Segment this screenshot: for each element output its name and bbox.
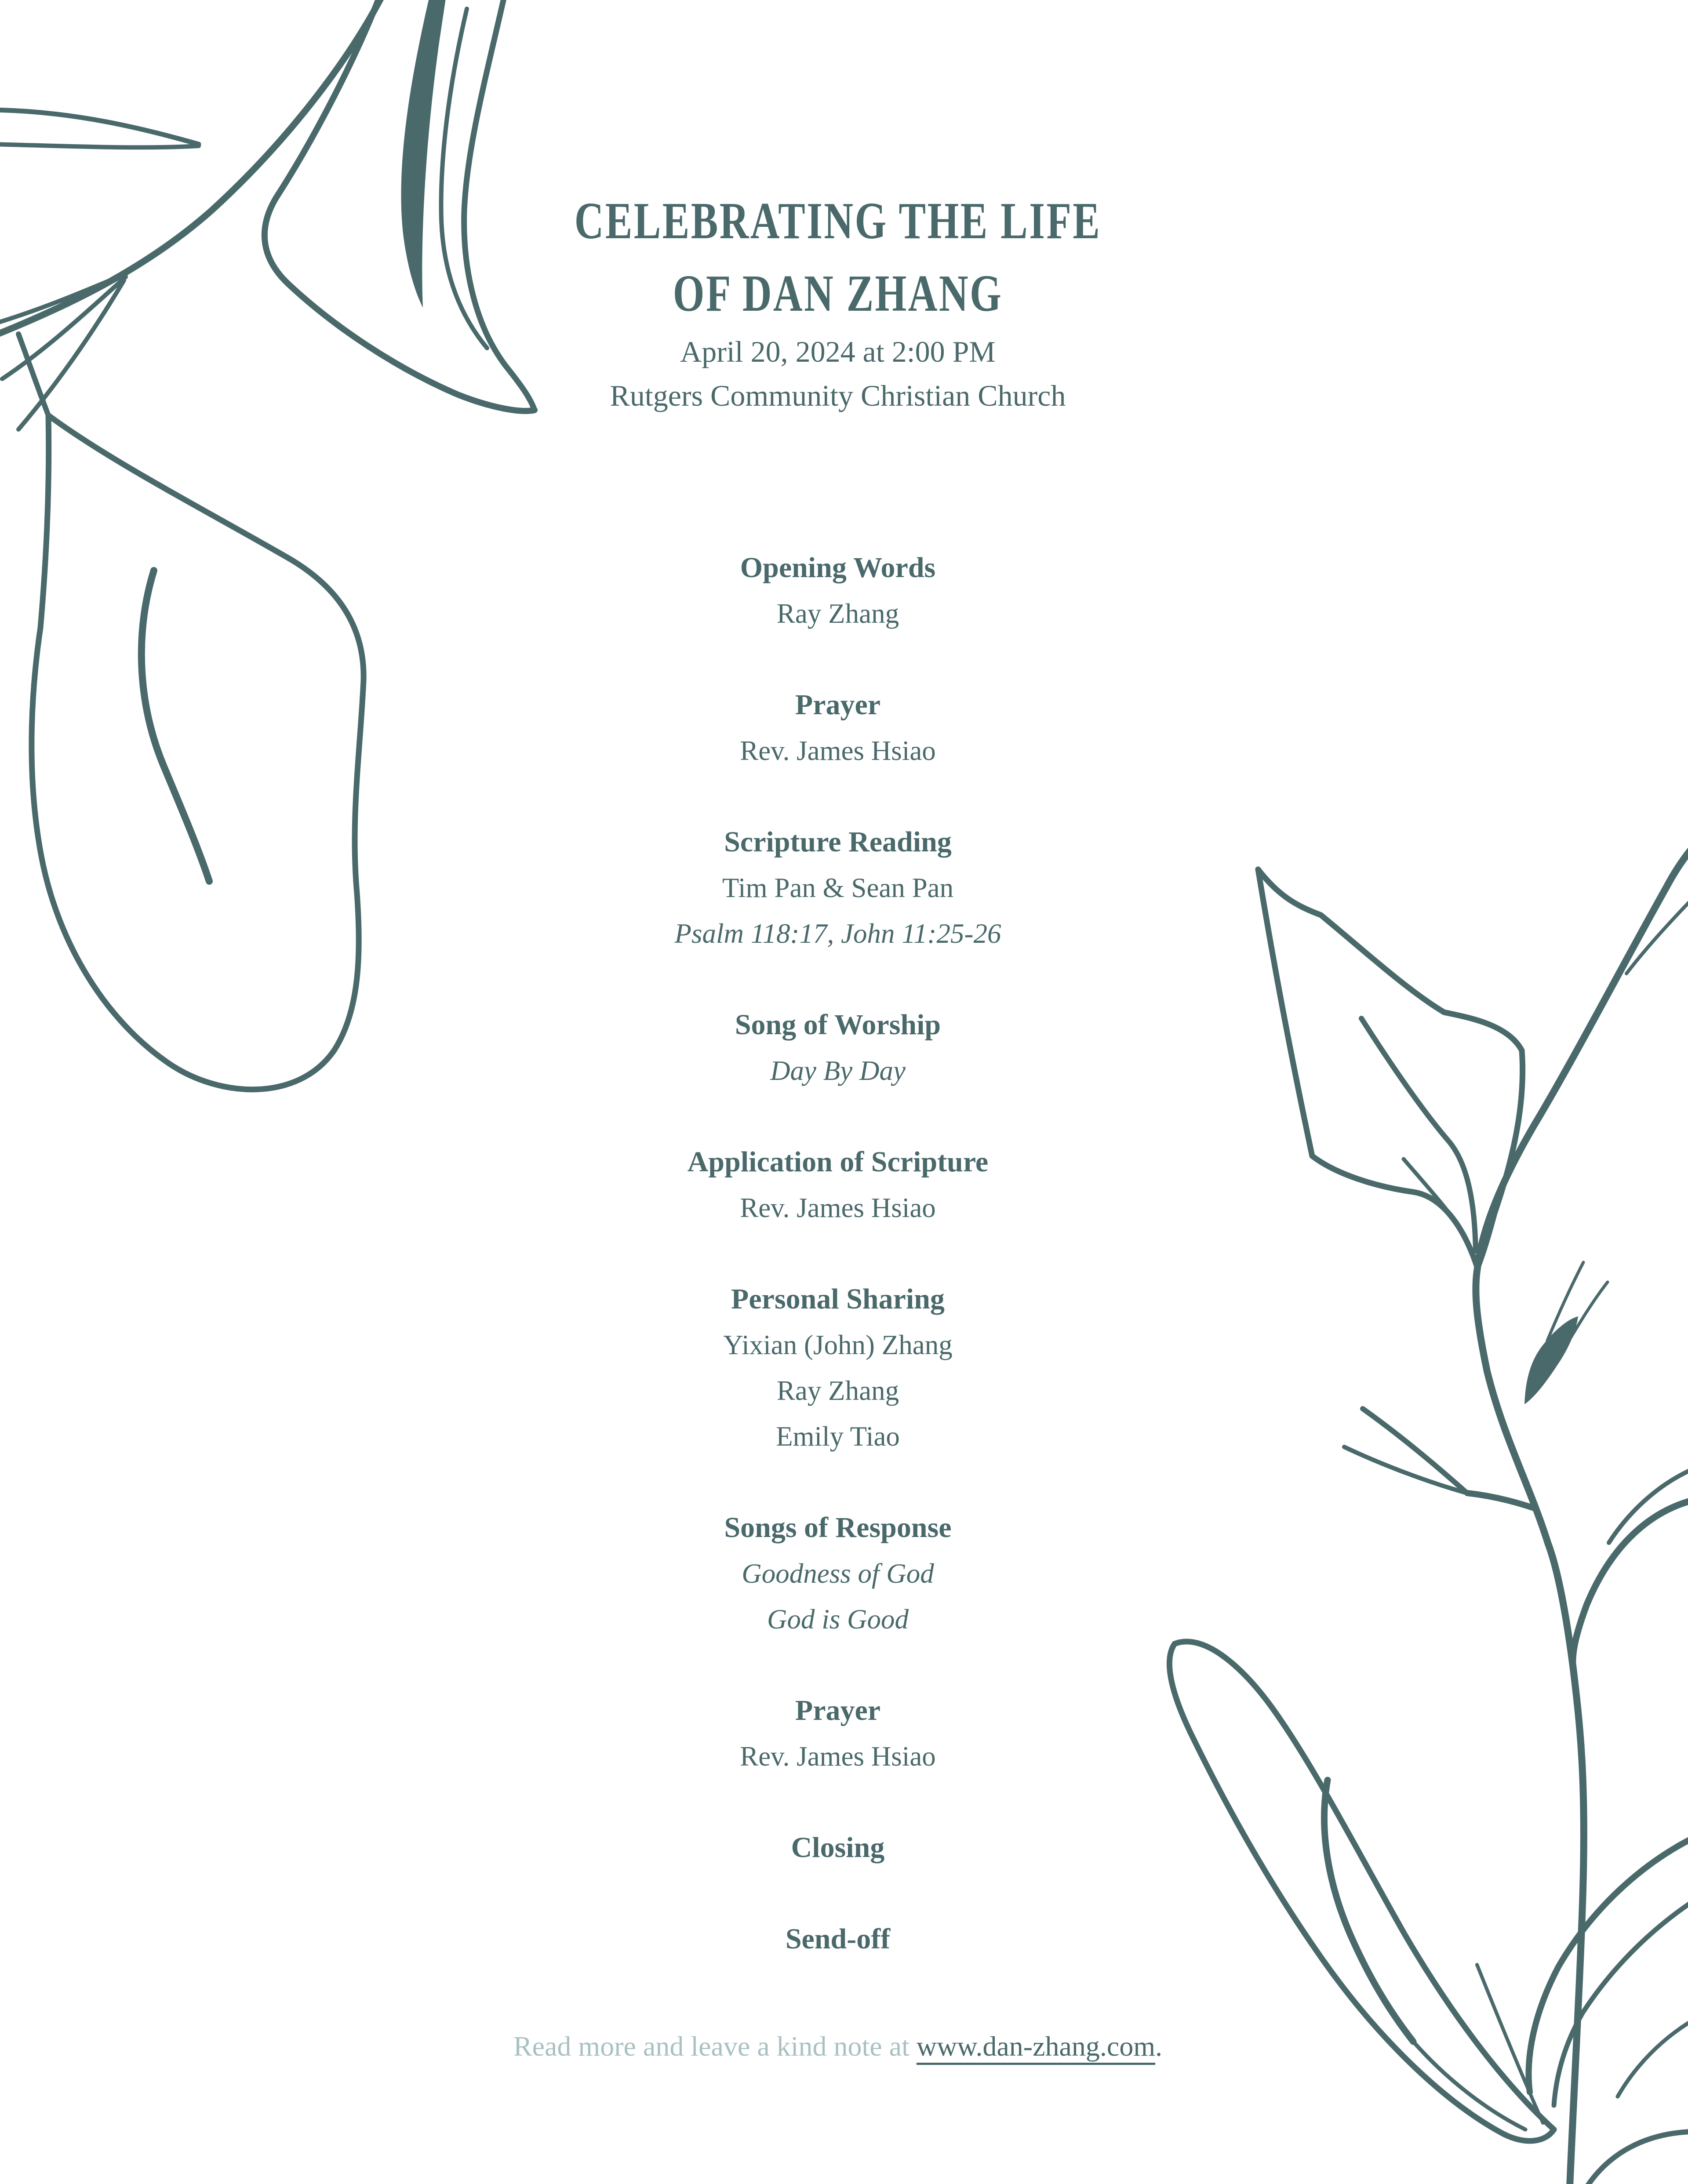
section-line: Ray Zhang <box>776 1375 899 1406</box>
section-line: Ray Zhang <box>776 598 899 629</box>
section-heading: Application of Scripture <box>687 1146 989 1178</box>
program-section-personal-sharing <box>0 1276 1688 1459</box>
section-heading: Prayer <box>795 1694 881 1726</box>
memorial-website-link[interactable]: www.dan-zhang.com <box>916 2031 1156 2062</box>
footer-note <box>0 2024 1688 2069</box>
section-line: Tim Pan & Sean Pan <box>722 872 954 903</box>
program-section-opening-words <box>0 545 1688 636</box>
section-line: Rev. James Hsiao <box>740 1741 936 1772</box>
section-heading: Opening Words <box>740 552 936 584</box>
section-line: Yixian (John) Zhang <box>723 1330 953 1360</box>
footer-period: . <box>1155 2031 1163 2062</box>
section-heading: Prayer <box>795 689 881 721</box>
footer-text: Read more and leave a kind note at <box>513 2031 917 2062</box>
section-heading: Scripture Reading <box>724 826 952 858</box>
section-line-song-title: Day By Day <box>770 1055 906 1086</box>
section-heading: Send-off <box>785 1923 891 1955</box>
program-section-prayer-1 <box>0 682 1688 774</box>
program-section-scripture-reading <box>0 819 1688 956</box>
section-heading: Songs of Response <box>724 1512 952 1544</box>
section-line: Rev. James Hsiao <box>740 1192 936 1223</box>
page-title <box>0 185 1688 330</box>
program-section-closing <box>0 1825 1688 1871</box>
program-section-song-of-worship <box>0 1002 1688 1094</box>
title-line-2: OF DAN ZHANG <box>673 264 1003 322</box>
program-section-send-off <box>0 1916 1688 1962</box>
section-line: Rev. James Hsiao <box>740 735 936 766</box>
event-venue: Rutgers Community Christian Church <box>610 379 1066 412</box>
header <box>0 185 1688 418</box>
section-line: Emily Tiao <box>776 1421 900 1452</box>
event-datetime: April 20, 2024 at 2:00 PM <box>680 335 996 368</box>
program-section-songs-of-response <box>0 1505 1688 1642</box>
section-line-song-title: Goodness of God <box>742 1558 934 1589</box>
program-list <box>0 545 1688 1962</box>
section-line-scripture-refs: Psalm 118:17, John 11:25-26 <box>674 918 1001 949</box>
program-section-prayer-2 <box>0 1688 1688 1779</box>
program-section-application-of-scripture <box>0 1139 1688 1231</box>
section-heading: Closing <box>791 1832 885 1864</box>
section-heading: Personal Sharing <box>731 1283 945 1315</box>
title-line-1: CELEBRATING THE LIFE <box>574 192 1102 250</box>
section-line-song-title: God is Good <box>767 1604 909 1635</box>
section-heading: Song of Worship <box>735 1009 941 1041</box>
